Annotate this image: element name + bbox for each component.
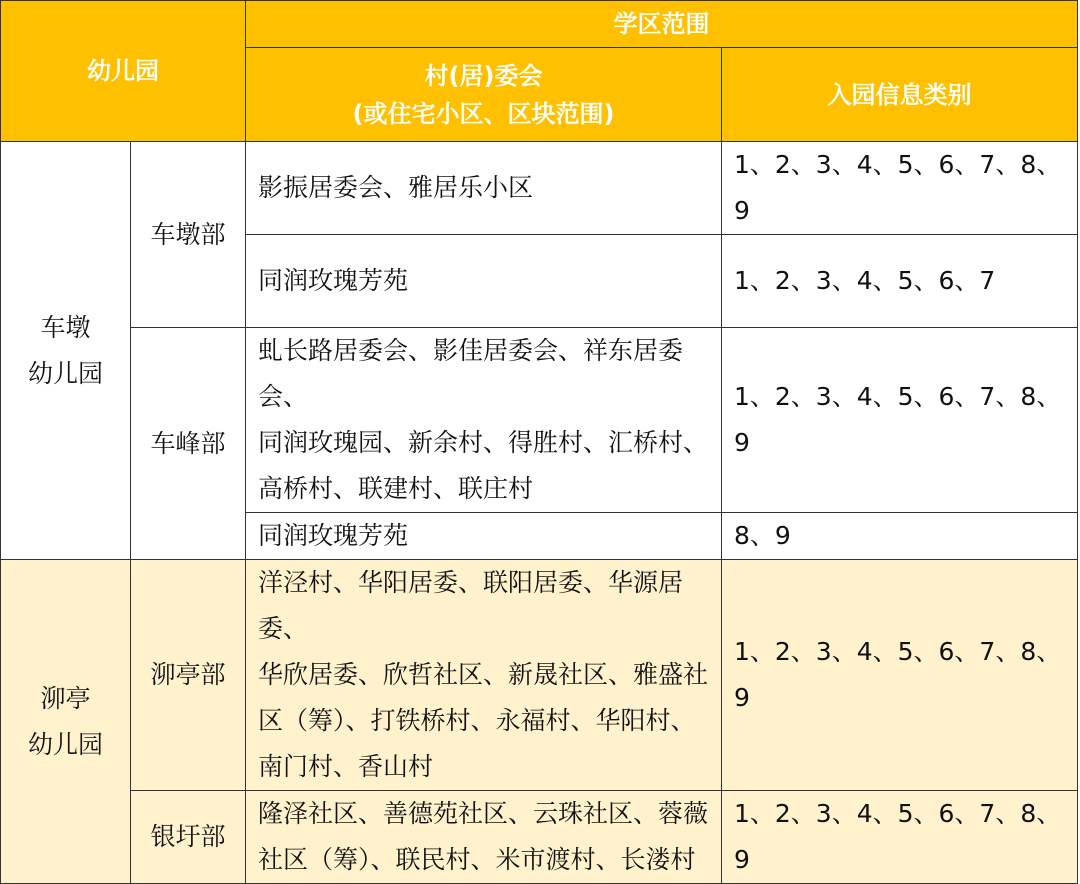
- header-committee-line2: (或住宅小区、区块范围): [352, 99, 615, 128]
- area-cell: 同润玫瑰芳苑: [246, 513, 722, 560]
- area-line: 同润玫瑰园、新余村、得胜村、汇桥村、: [258, 428, 709, 457]
- area-line: 华欣居委、欣哲社区、新晟社区、雅盛社: [258, 660, 709, 689]
- area-line: 洋泾村、华阳居委、联阳居委、华源居委、: [258, 568, 684, 643]
- kindergarten-name: [1, 142, 131, 560]
- header-committee: [246, 48, 722, 142]
- category-cell: 1、2、3、4、5、6、7、8、9: [722, 328, 1078, 513]
- area-cell: [246, 560, 722, 791]
- table-row: [1, 560, 1078, 791]
- category-cell: 1、2、3、4、5、6、7、8、9: [722, 791, 1078, 884]
- table-row: [1, 791, 1078, 884]
- category-cell: 8、9: [722, 513, 1078, 560]
- header-kindergarten: 幼儿园: [1, 1, 246, 142]
- dept-name: 银圩部: [131, 791, 246, 884]
- header-category: 入园信息类别: [722, 48, 1078, 142]
- category-cell: 1、2、3、4、5、6、7: [722, 235, 1078, 328]
- area-line: 南门村、香山村: [258, 752, 434, 781]
- category-cell: 1、2、3、4、5、6、7、8、9: [722, 560, 1078, 791]
- table-row: [1, 328, 1078, 513]
- table-row: [1, 142, 1078, 235]
- area-cell: [246, 328, 722, 513]
- header-row-1: [1, 1, 1078, 48]
- kindergarten-name-line2: 幼儿园: [27, 729, 103, 759]
- area-line: 区（筹）、打铁桥村、永福村、华阳村、: [258, 706, 696, 735]
- dept-name: 车峰部: [131, 328, 246, 560]
- area-cell: 同润玫瑰芳苑: [246, 235, 722, 328]
- area-line: 社区（筹）、联民村、米市渡村、长溇村: [258, 845, 696, 874]
- dept-name: 泖亭部: [131, 560, 246, 791]
- header-committee-line1: 村(居)委会: [424, 61, 543, 90]
- area-line: 高桥村、联建村、联庄村: [258, 474, 534, 503]
- kindergarten-name-line2: 幼儿园: [27, 358, 103, 388]
- area-line: 虬长路居委会、影佳居委会、祥东居委会、: [258, 336, 684, 411]
- category-cell: 1、2、3、4、5、6、7、8、9: [722, 142, 1078, 235]
- area-line: 隆泽社区、善德苑社区、云珠社区、蓉薇: [258, 799, 709, 828]
- kindergarten-name-line1: 泖亭: [40, 683, 91, 713]
- dept-name: 车墩部: [131, 142, 246, 328]
- kindergarten-name-line1: 车墩: [40, 312, 91, 342]
- area-cell: 影振居委会、雅居乐小区: [246, 142, 722, 235]
- area-cell: [246, 791, 722, 884]
- header-zone: 学区范围: [246, 1, 1078, 48]
- kindergarten-name: [1, 560, 131, 884]
